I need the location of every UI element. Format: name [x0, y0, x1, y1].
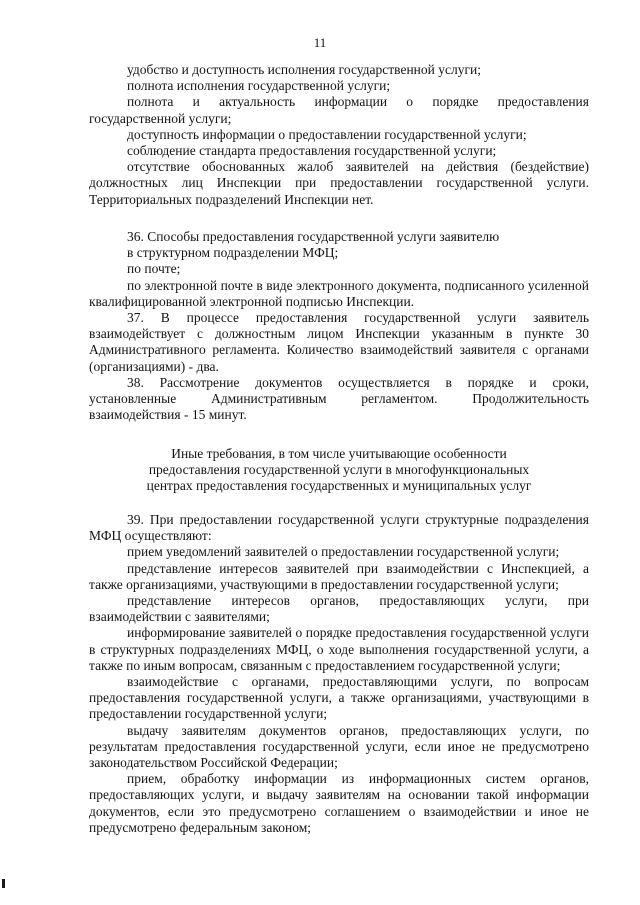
page-number: 11: [313, 35, 327, 50]
paragraph: прием уведомлений заявителей о предоставлении государственной услуги;: [127, 544, 560, 560]
heading-line: центрах предоставления государственных и муниципальных услуг: [146, 478, 532, 494]
service-methods-section: [89, 229, 589, 423]
paragraph: соблюдение стандарта предоставления государственной услуги;: [127, 143, 497, 159]
paragraph: полнота и актуальность информации о порядке предоставления государственной услуги;: [89, 94, 589, 126]
scan-margin-mark: [2, 879, 5, 888]
paragraph-39: 39. При предоставлении государственной услуги структурные подразделения МФЦ осуществляют:: [89, 512, 589, 544]
paragraph: выдачу заявителям документов органов, предоставляющих услуги, по результатам предоставления государственной услуги, если иное не предусмотрено законодательством Российской Федерации;: [89, 722, 589, 771]
paragraph: взаимодействие с органами, предоставляющими услуги, по вопросам предоставления государственной услуги, а также организациями, участвующими в предоставлении государственной услуги;: [89, 674, 589, 722]
heading-line: Иные требования, в том числе учитывающие особенности: [171, 446, 507, 461]
paragraph-37: 37. В процессе предоставления государственной услуги заявитель взаимодействует с должностным лицом Инспекции указанным в пункте 30 Административного регламента. Количество взаимодействий заявителя с органами (организациями) - два.: [89, 310, 589, 374]
paragraph: полнота исполнения государственной услуги;: [127, 78, 391, 94]
paragraph-38: 38. Рассмотрение документов осуществляется в порядке и сроки, установленные Административным регламентом. Продолжительность взаимодействия - 15 минут.: [89, 374, 589, 423]
section-heading: [89, 446, 589, 495]
paragraph: по электронной почте в виде электронного документа, подписанного усиленной квалифицированной электронной подписью Инспекции.: [89, 277, 589, 309]
paragraph-36: 36. Способы предоставления государственной услуги заявителю: [127, 229, 500, 244]
paragraph: по почте;: [127, 261, 181, 277]
heading-line: предоставления государственной услуги в многофункциональных: [148, 462, 530, 478]
paragraph: удобство и доступность исполнения государственной услуги;: [127, 62, 481, 77]
mfc-requirements-section: [89, 512, 589, 836]
paragraph: представление интересов органов, предоставляющих услуги, при взаимодействии с заявителями;: [89, 593, 589, 625]
paragraph: отсутствие обоснованных жалоб заявителей на действия (бездействие) должностных лиц Инспекции при предоставлении государственной услуги. Территориальных подразделений Инспекции нет.: [89, 159, 589, 207]
quality-indicators-section: [89, 62, 589, 208]
paragraph: информирование заявителей о порядке предоставления государственной услуги в структурных подразделениях МФЦ, о ходе выполнения государственной услуги, а также по иным вопросам, связанным с предоставлением государственной услуги;: [89, 625, 589, 673]
paragraph: представление интересов заявителей при взаимодействии с Инспекцией, а также организациями, участвующими в предоставлении государственной услуги;: [89, 560, 589, 592]
paragraph: в структурном подразделении МФЦ;: [127, 245, 339, 261]
paragraph: прием, обработку информации из информационных систем органов, предоставляющих услуги, и выдачу заявителям на основании такой информации документов, если это предусмотрено соглашением о взаимодействии и иное не предусмотрено федеральным законом;: [89, 771, 589, 835]
paragraph: доступность информации о предоставлении государственной услуги;: [127, 126, 527, 142]
